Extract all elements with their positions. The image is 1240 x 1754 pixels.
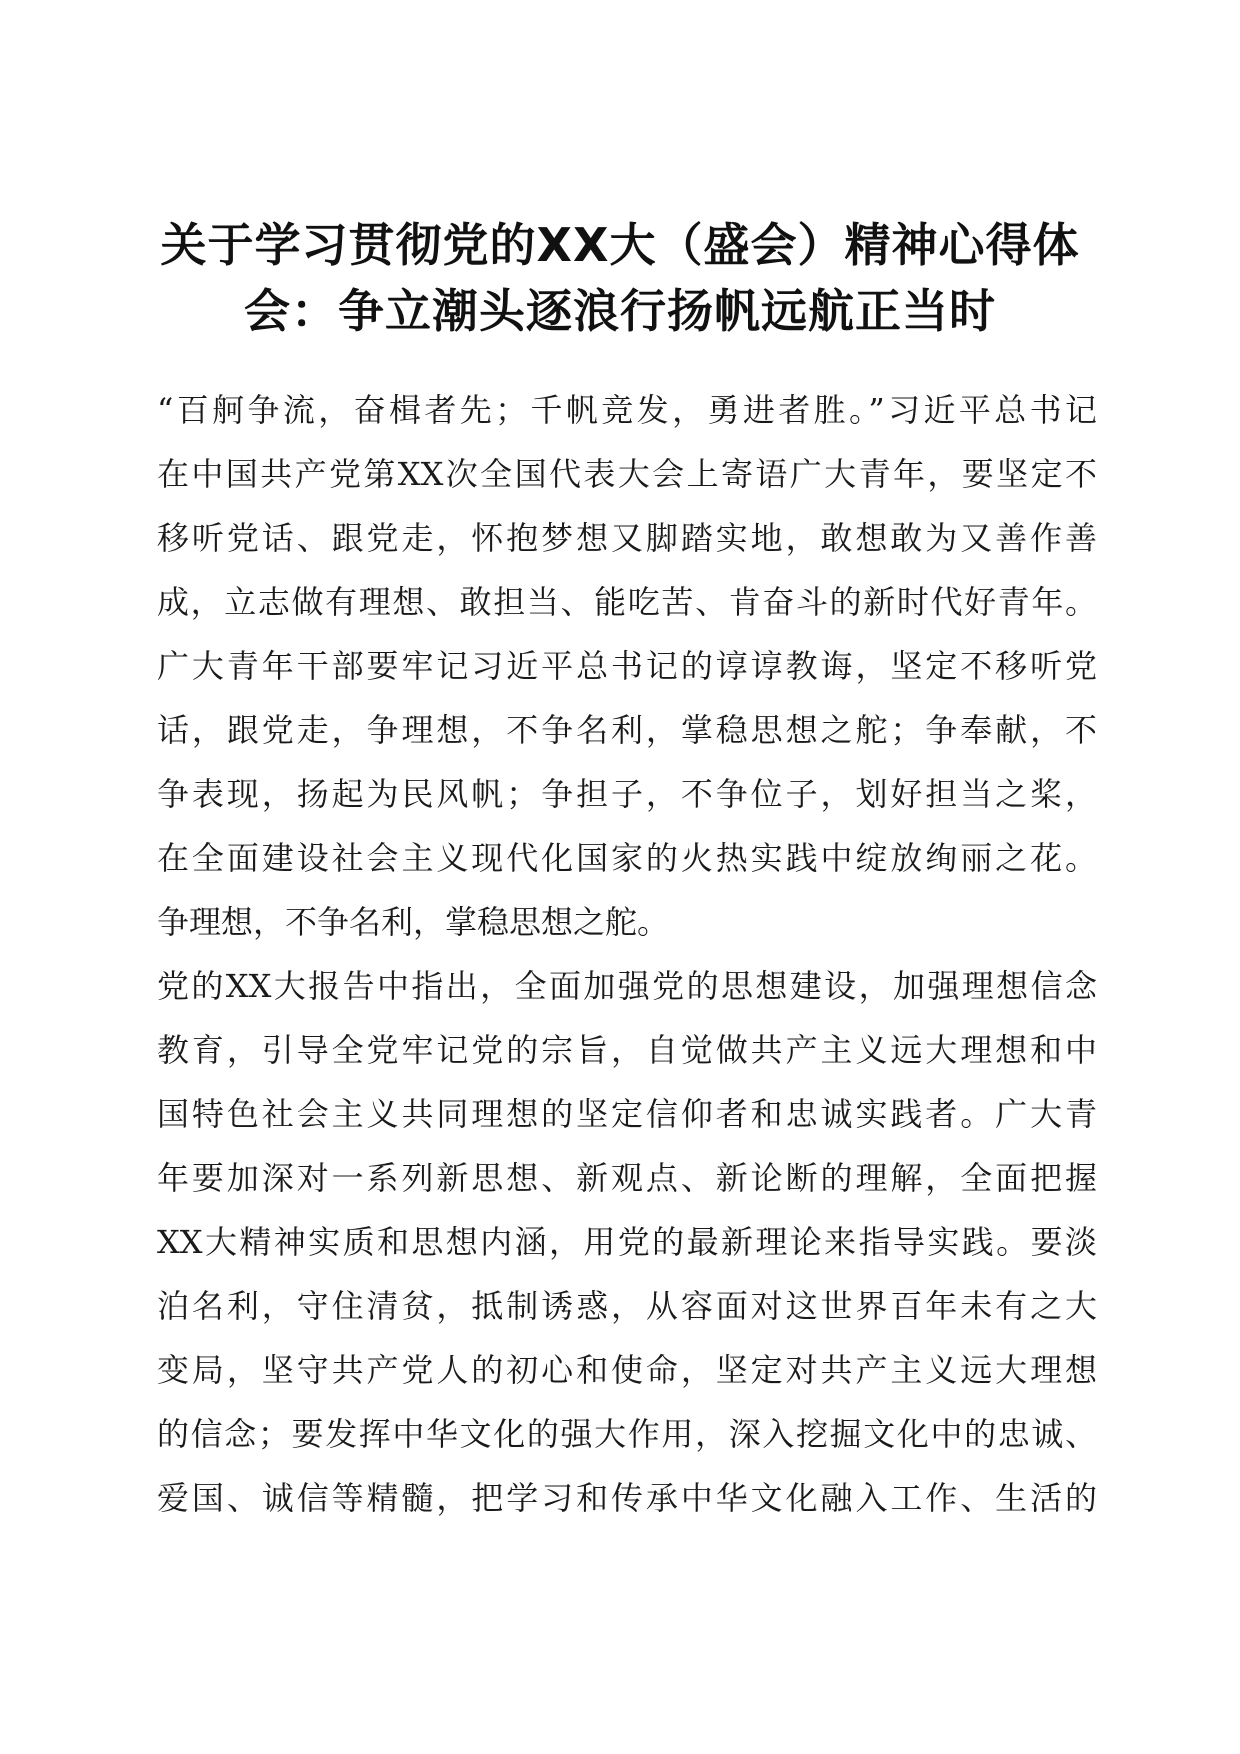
body-line: 成，立志做有理想、敢担当、能吃苦、肯奋斗的新时代好青年。 bbox=[157, 583, 1097, 621]
body-line: 广大青年干部要牢记习近平总书记的谆谆教诲，坚定不移听党 bbox=[157, 647, 1097, 685]
title-line-1: 关于学习贯彻党的XX大（盛会）精神心得体 bbox=[160, 218, 1080, 272]
body-line: 爱国、诚信等精髓，把学习和传承中华文化融入工作、生活的 bbox=[157, 1479, 1097, 1517]
body-line: 党的XX大报告中指出，全面加强党的思想建设，加强理想信念 bbox=[157, 967, 1097, 1005]
title-line-2: 会：争立潮头逐浪行扬帆远航正当时 bbox=[244, 284, 996, 338]
body-line: 话，跟党走，争理想，不争名利，掌稳思想之舵；争奉献，不 bbox=[157, 711, 1097, 749]
document-title bbox=[120, 212, 1120, 344]
document-body bbox=[157, 378, 1097, 1530]
body-line: 在中国共产党第XX次全国代表大会上寄语广大青年，要坚定不 bbox=[157, 455, 1097, 493]
body-line: 国特色社会主义共同理想的坚定信仰者和忠诚实践者。广大青 bbox=[157, 1095, 1097, 1133]
body-line: 在全面建设社会主义现代化国家的火热实践中绽放绚丽之花。 bbox=[157, 839, 1097, 877]
body-line: 争表现，扬起为民风帆；争担子，不争位子，划好担当之桨， bbox=[157, 775, 1097, 813]
body-line: 年要加深对一系列新思想、新观点、新论断的理解，全面把握 bbox=[157, 1159, 1097, 1197]
body-line: 变局，坚守共产党人的初心和使命，坚定对共产主义远大理想 bbox=[157, 1351, 1097, 1389]
body-line: 教育，引导全党牢记党的宗旨，自觉做共产主义远大理想和中 bbox=[157, 1031, 1097, 1069]
body-line: “百舸争流，奋楫者先；千帆竞发，勇进者胜。”习近平总书记 bbox=[157, 391, 1097, 429]
body-line: 移听党话、跟党走，怀抱梦想又脚踏实地，敢想敢为又善作善 bbox=[157, 519, 1097, 557]
body-line: 泊名利，守住清贫，抵制诱惑，从容面对这世界百年未有之大 bbox=[157, 1287, 1097, 1325]
body-line: 的信念；要发挥中华文化的强大作用，深入挖掘文化中的忠诚、 bbox=[157, 1415, 1097, 1453]
section-heading: 争理想，不争名利，掌稳思想之舵。 bbox=[157, 903, 670, 941]
body-line: XX大精神实质和思想内涵，用党的最新理论来指导实践。要淡 bbox=[157, 1223, 1097, 1261]
